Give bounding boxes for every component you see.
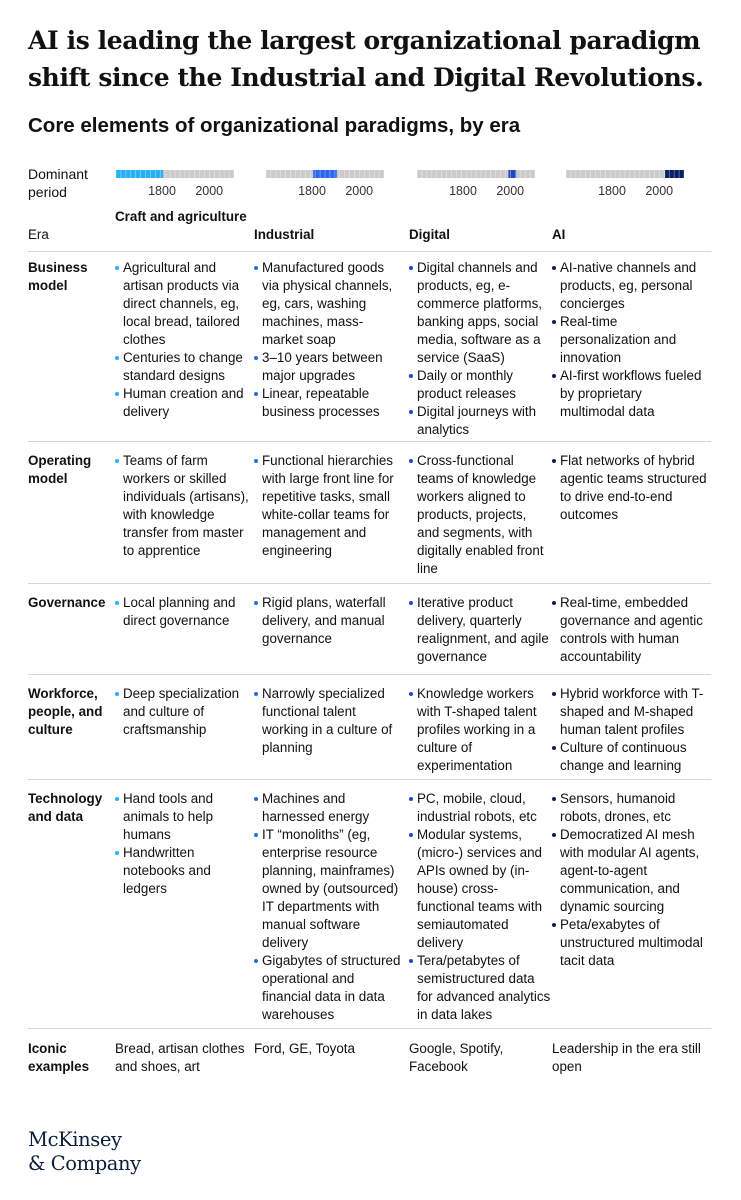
- row-governance: [28, 592, 711, 675]
- bullet-list: [254, 259, 401, 421]
- timeline-svg: [116, 170, 234, 202]
- bullet-item: Modular systems, (micro-) services and APIs owned by (in-house) cross-functional teams with semiautomated delivery: [409, 826, 551, 952]
- bullet-list: [409, 259, 551, 439]
- logo-line-2: & Company: [28, 1152, 141, 1175]
- bullet-item: Real-time personalization and innovation: [552, 313, 710, 367]
- bullet-item: PC, mobile, cloud, industrial robots, etc: [409, 790, 551, 826]
- bullet-item: Sensors, humanoid robots, drones, etc: [552, 790, 710, 826]
- bullet-item: Manufactured goods via physical channels, eg, cars, washing machines, mass-market soap: [254, 259, 401, 349]
- timeline-industrial: [266, 170, 384, 202]
- bullet-item: Democratized AI mesh with modular AI agents, agent-to-agent communication, and dynamic sourcing: [552, 826, 710, 916]
- bullet-list: [552, 259, 710, 421]
- cell-workforce-people-and-culture-ai: [552, 685, 710, 775]
- bullet-item: Digital channels and products, eg, e-commerce platforms, banking apps, social media, software as a service (SaaS): [409, 259, 551, 367]
- row-label-operating-model: Operating model: [28, 453, 92, 486]
- cell-technology-and-data-industrial: [254, 790, 401, 1024]
- bullet-list: [254, 685, 401, 757]
- logo-line-1: McKinsey: [28, 1128, 122, 1151]
- bullet-item: Human creation and delivery: [115, 385, 250, 421]
- timeline-svg: [566, 170, 684, 202]
- bullet-item: Linear, repeatable business processes: [254, 385, 401, 421]
- bullet-list: [552, 594, 710, 666]
- timeline-tick-label: 2000: [195, 184, 224, 198]
- dominant-period-label: Dominant period: [28, 166, 88, 200]
- row-label-iconic-examples: Iconic examples: [28, 1041, 90, 1074]
- bullet-list: [409, 452, 551, 578]
- bullet-item: Tera/petabytes of semistructured data for advanced analytics in data lakes: [409, 952, 551, 1024]
- example-text: Ford, GE, Toyota: [254, 1041, 355, 1056]
- cell-governance-craft-and-agriculture: [115, 594, 250, 630]
- row-technology-and-data: [28, 788, 711, 1029]
- timeline-craft: [116, 170, 234, 202]
- timeline-ai: [566, 170, 684, 202]
- chart-subtitle: Core elements of organizational paradigms, by era: [28, 114, 521, 137]
- bullet-item: AI-first workflows fueled by proprietary multimodal data: [552, 367, 710, 421]
- timeline-svg: [266, 170, 384, 202]
- era-header-digital: Digital: [409, 227, 450, 242]
- timeline-digital: [417, 170, 535, 202]
- mckinsey-logo: [28, 1128, 141, 1176]
- bullet-list: [552, 452, 710, 524]
- bullet-list: [115, 259, 250, 421]
- bullet-list: [409, 790, 551, 1024]
- row-iconic-examples: [28, 1038, 711, 1108]
- era-header-craft-and-agriculture: Craft and agriculture: [115, 209, 247, 224]
- example-text: Bread, artisan clothes and shoes, art: [115, 1041, 245, 1074]
- bullet-item: Machines and harnessed energy: [254, 790, 401, 826]
- cell-business-model-ai: [552, 259, 710, 421]
- cell-iconic-examples-craft-and-agriculture: [115, 1040, 250, 1076]
- bullet-list: [115, 594, 250, 630]
- cell-operating-model-industrial: [254, 452, 401, 560]
- bullet-list: [254, 452, 401, 560]
- bullet-item: Culture of continuous change and learning: [552, 739, 710, 775]
- era-header-industrial: Industrial: [254, 227, 315, 242]
- timeline-highlight: [116, 170, 163, 178]
- timeline-tick-label: 2000: [496, 184, 525, 198]
- example-text: Leadership in the era still open: [552, 1041, 701, 1074]
- timeline-tick-label: 1800: [148, 184, 176, 198]
- bullet-item: Functional hierarchies with large front line for repetitive tasks, small white-collar teams for management and engineering: [254, 452, 401, 560]
- cell-governance-digital: [409, 594, 551, 666]
- bullet-item: Gigabytes of structured operational and financial data in data warehouses: [254, 952, 401, 1024]
- bullet-item: Hand tools and animals to help humans: [115, 790, 250, 844]
- bullet-item: 3–10 years between major upgrades: [254, 349, 401, 385]
- timeline-highlight: [665, 170, 684, 178]
- bullet-item: AI-native channels and products, eg, personal concierges: [552, 259, 710, 313]
- bullet-list: [115, 685, 250, 739]
- timeline-tick-label: 2000: [345, 184, 374, 198]
- row-operating-model: [28, 450, 711, 584]
- row-workforce-people-and-culture: [28, 683, 711, 780]
- timeline-tick-label: 1800: [598, 184, 626, 198]
- row-label-business-model: Business model: [28, 260, 88, 293]
- bullet-item: Handwritten notebooks and ledgers: [115, 844, 250, 898]
- row-business-model: [28, 257, 711, 442]
- bullet-item: Deep specialization and culture of craftsmanship: [115, 685, 250, 739]
- chart-title: AI is leading the largest organizational paradigm shift since the Industrial and Digital Revolutions.: [28, 26, 704, 92]
- bullet-item: Local planning and direct governance: [115, 594, 250, 630]
- row-label-workforce-people-and-culture: Workforce, people, and culture: [28, 686, 103, 737]
- bullet-item: Narrowly specialized functional talent working in a culture of planning: [254, 685, 401, 757]
- cell-operating-model-craft-and-agriculture: [115, 452, 250, 560]
- header-row: [28, 207, 711, 252]
- row-label-governance: Governance: [28, 595, 106, 610]
- bullet-item: Flat networks of hybrid agentic teams structured to drive end-to-end outcomes: [552, 452, 710, 524]
- cell-business-model-digital: [409, 259, 551, 439]
- cell-governance-ai: [552, 594, 710, 666]
- row-label-technology-and-data: Technology and data: [28, 791, 103, 824]
- bullet-item: Agricultural and artisan products via direct channels, eg, local bread, tailored clothes: [115, 259, 250, 349]
- timeline-highlight: [508, 170, 516, 178]
- bullet-item: Cross-functional teams of knowledge workers aligned to products, projects, and segments, with digitally enabled front line: [409, 452, 551, 578]
- cell-iconic-examples-digital: [409, 1040, 551, 1076]
- bullet-item: Daily or monthly product releases: [409, 367, 551, 403]
- bullet-item: Knowledge workers with T-shaped talent profiles working in a culture of experimentation: [409, 685, 551, 775]
- timeline-tick-label: 1800: [298, 184, 326, 198]
- cell-technology-and-data-digital: [409, 790, 551, 1024]
- cell-operating-model-ai: [552, 452, 710, 524]
- cell-iconic-examples-ai: [552, 1040, 710, 1076]
- bullet-item: Iterative product delivery, quarterly realignment, and agile governance: [409, 594, 551, 666]
- timeline-svg: [417, 170, 535, 202]
- bullet-list: [254, 790, 401, 1024]
- bullet-item: Peta/exabytes of unstructured multimodal tacit data: [552, 916, 710, 970]
- cell-governance-industrial: [254, 594, 401, 648]
- cell-technology-and-data-craft-and-agriculture: [115, 790, 250, 898]
- bullet-list: [254, 594, 401, 648]
- cell-workforce-people-and-culture-craft-and-agriculture: [115, 685, 250, 739]
- timeline-tick-label: 1800: [449, 184, 477, 198]
- bullet-list: [115, 790, 250, 898]
- cell-business-model-industrial: [254, 259, 401, 421]
- cell-workforce-people-and-culture-industrial: [254, 685, 401, 757]
- bullet-item: Rigid plans, waterfall delivery, and manual governance: [254, 594, 401, 648]
- era-header-ai: AI: [552, 227, 566, 242]
- cell-iconic-examples-industrial: [254, 1040, 401, 1058]
- timeline-tick-label: 2000: [645, 184, 674, 198]
- bullet-item: IT “monoliths” (eg, enterprise resource planning, mainframes) owned by (outsourced) IT departments with manual software delivery: [254, 826, 401, 952]
- example-text: Google, Spotify, Facebook: [409, 1041, 504, 1074]
- bullet-item: Digital journeys with analytics: [409, 403, 551, 439]
- bullet-list: [409, 685, 551, 775]
- bullet-item: Hybrid workforce with T-shaped and M-shaped human talent profiles: [552, 685, 710, 739]
- bullet-item: Real-time, embedded governance and agentic controls with human accountability: [552, 594, 710, 666]
- cell-technology-and-data-ai: [552, 790, 710, 970]
- bullet-item: Centuries to change standard designs: [115, 349, 250, 385]
- bullet-list: [409, 594, 551, 666]
- bullet-list: [552, 790, 710, 970]
- era-header-label: Era: [28, 227, 49, 242]
- cell-business-model-craft-and-agriculture: [115, 259, 250, 421]
- bullet-list: [552, 685, 710, 775]
- bullet-item: Teams of farm workers or skilled individuals (artisans), with knowledge transfer from master to apprentice: [115, 452, 250, 560]
- cell-workforce-people-and-culture-digital: [409, 685, 551, 775]
- cell-operating-model-digital: [409, 452, 551, 578]
- bullet-list: [115, 452, 250, 560]
